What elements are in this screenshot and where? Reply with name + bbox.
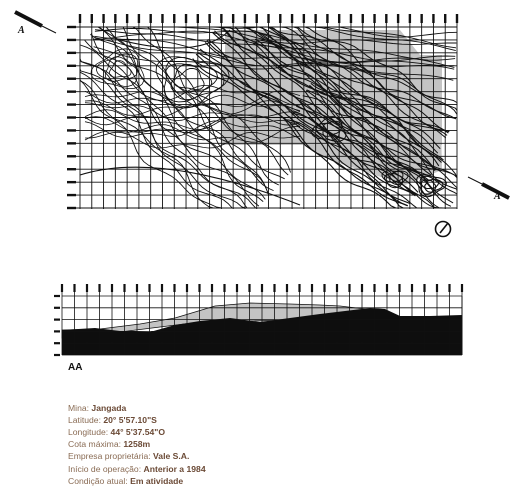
tick-label — [67, 52, 76, 54]
info-value: 20° 5'57.10"S — [103, 415, 157, 426]
tick-label — [326, 14, 328, 23]
tick-label — [173, 284, 175, 292]
tick-label — [173, 14, 175, 23]
tick-label — [298, 284, 300, 292]
info-row — [68, 463, 206, 475]
info-row — [68, 475, 183, 487]
tick-label — [244, 14, 246, 23]
topographic-plan — [67, 14, 458, 209]
tick-label — [456, 14, 458, 23]
tick-label — [261, 284, 263, 292]
info-key: Condição atual — [68, 475, 126, 486]
info-row — [68, 414, 157, 426]
tick-label — [54, 330, 60, 332]
tick-label — [123, 284, 125, 292]
tick-label — [67, 142, 76, 144]
tick-label — [102, 14, 104, 23]
info-separator: : — [138, 463, 144, 474]
tick-label — [248, 284, 250, 292]
tick-label — [149, 14, 151, 23]
section-marker-right — [468, 177, 509, 202]
tick-label — [348, 284, 350, 292]
tick-label — [161, 14, 163, 23]
info-key: Latitude — [68, 415, 99, 426]
tick-label — [411, 284, 413, 292]
tick-label — [273, 284, 275, 292]
tick-label — [136, 284, 138, 292]
info-value: Vale S.A. — [153, 451, 190, 462]
profile-section — [54, 284, 463, 356]
tick-label — [161, 284, 163, 292]
tick-label — [373, 284, 375, 292]
tick-label — [303, 14, 305, 23]
tick-label — [67, 78, 76, 80]
info-separator: : — [98, 415, 104, 426]
tick-label — [198, 284, 200, 292]
tick-label — [67, 181, 76, 183]
tick-label — [54, 307, 60, 309]
tick-label — [67, 194, 76, 196]
tick-label — [67, 155, 76, 157]
tick-label — [61, 284, 63, 292]
section-title: AA — [68, 362, 83, 373]
tick-label — [444, 14, 446, 23]
section-marker-left — [15, 12, 56, 36]
info-key: Mina — [68, 403, 87, 413]
tick-label — [138, 14, 140, 23]
tick-label — [448, 284, 450, 292]
tick-label — [323, 284, 325, 292]
section-marker-label: A — [494, 191, 501, 202]
tick-label — [73, 284, 75, 292]
tick-label — [232, 14, 234, 23]
tick-label — [220, 14, 222, 23]
tick-label — [386, 284, 388, 292]
section-marker-label: A — [18, 25, 25, 36]
info-row — [68, 450, 189, 462]
tick-label — [185, 14, 187, 23]
tick-label — [362, 14, 364, 23]
tick-label — [311, 284, 313, 292]
tick-label — [436, 284, 438, 292]
info-row — [68, 426, 165, 438]
tick-label — [91, 14, 93, 23]
tick-label — [111, 284, 113, 292]
tick-label — [54, 295, 60, 297]
tick-label — [211, 284, 213, 292]
tick-label — [67, 207, 76, 209]
tick-label — [279, 14, 281, 23]
tick-label — [98, 284, 100, 292]
tick-label — [79, 14, 81, 23]
tick-label — [67, 129, 76, 131]
tick-label — [236, 284, 238, 292]
tick-label — [208, 14, 210, 23]
tick-label — [223, 284, 225, 292]
tick-label — [338, 14, 340, 23]
tick-label — [432, 14, 434, 23]
info-value: 44° 5'37.54"O — [110, 427, 166, 438]
tick-label — [86, 284, 88, 292]
tick-label — [54, 354, 60, 356]
info-row — [68, 402, 126, 414]
info-value: Em atividade — [130, 475, 184, 486]
tick-label — [291, 14, 293, 23]
info-key: Cota máxima — [68, 439, 119, 450]
info-key: Longitude — [68, 427, 106, 438]
tick-label — [256, 14, 258, 23]
tick-label — [67, 116, 76, 118]
info-key: Empresa proprietária — [68, 451, 149, 462]
tick-label — [186, 284, 188, 292]
info-separator: : — [105, 427, 111, 438]
tick-label — [409, 14, 411, 23]
info-value: 1258m — [123, 439, 151, 450]
tick-label — [114, 14, 116, 23]
tick-label — [67, 168, 76, 170]
tick-label — [420, 14, 422, 23]
tick-label — [126, 14, 128, 23]
tick-label — [398, 284, 400, 292]
tick-label — [461, 284, 463, 292]
tick-label — [54, 319, 60, 321]
info-separator: : — [125, 475, 131, 486]
tick-label — [336, 284, 338, 292]
info-separator: : — [118, 439, 124, 450]
tick-label — [67, 90, 76, 92]
info-value: Anterior a 1984 — [143, 463, 206, 474]
tick-label — [314, 14, 316, 23]
tick-label — [267, 14, 269, 23]
tick-label — [361, 284, 363, 292]
tick-label — [350, 14, 352, 23]
tick-label — [67, 39, 76, 41]
tick-label — [148, 284, 150, 292]
tick-label — [67, 26, 76, 28]
north-arrow-icon — [436, 222, 451, 237]
tick-label — [397, 14, 399, 23]
tick-label — [54, 342, 60, 344]
tick-label — [67, 65, 76, 67]
info-separator: : — [148, 451, 154, 462]
tick-label — [286, 284, 288, 292]
info-separator: : — [86, 403, 92, 413]
tick-label — [423, 284, 425, 292]
tick-label — [197, 14, 199, 23]
info-key: Início de operação — [68, 463, 139, 474]
info-row — [68, 438, 150, 450]
info-value: Jangada — [91, 403, 127, 413]
tick-label — [373, 14, 375, 23]
tick-label — [67, 103, 76, 105]
tick-label — [385, 14, 387, 23]
